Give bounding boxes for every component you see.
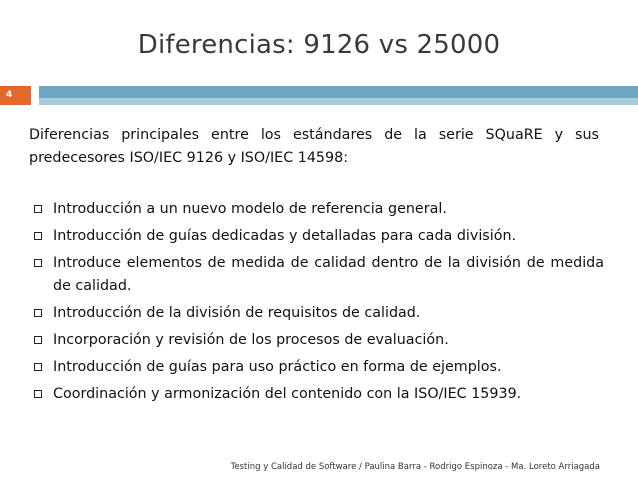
checkbox-square-icon <box>34 336 42 344</box>
bullet-text: Introduce elementos de medida de calidad dentro de la división de medida de calidad. <box>53 255 604 294</box>
bullet-text: Coordinación y armonización del contenido con la ISO/IEC 15939. <box>53 386 522 402</box>
bullet-list <box>32 198 604 410</box>
bullet-text: Introducción de guías dedicadas y detalladas para cada división. <box>53 228 517 244</box>
checkbox-square-icon <box>34 232 42 240</box>
bullet-text: Introducción a un nuevo modelo de referencia general. <box>53 201 447 217</box>
bullet-text: Incorporación y revisión de los procesos de evaluación. <box>53 332 449 348</box>
bullet-item <box>32 198 604 221</box>
header-stripe <box>39 86 638 98</box>
checkbox-square-icon <box>34 390 42 398</box>
header-stripe-light <box>39 98 638 105</box>
bullet-item <box>32 356 604 379</box>
bullet-text: Introducción de la división de requisitos de calidad. <box>53 305 421 321</box>
checkbox-square-icon <box>34 205 42 213</box>
bullet-item <box>32 252 604 298</box>
slide-number: 4 <box>0 86 31 105</box>
slide-title: Diferencias: 9126 vs 25000 <box>137 30 501 60</box>
bullet-item <box>32 302 604 325</box>
bullet-text: Introducción de guías para uso práctico en forma de ejemplos. <box>53 359 502 375</box>
checkbox-square-icon <box>34 363 42 371</box>
footer-credits: Testing y Calidad de Software / Paulina Barra - Rodrigo Espinoza - Ma. Loreto Arriagada <box>230 462 600 472</box>
bullet-item <box>32 225 604 248</box>
checkbox-square-icon <box>34 259 42 267</box>
bullet-item <box>32 329 604 352</box>
checkbox-square-icon <box>34 309 42 317</box>
bullet-item <box>32 383 604 406</box>
header-rule <box>0 86 638 105</box>
intro-paragraph: Diferencias principales entre los estándares de la serie SQuaRE y sus predecesores ISO/IEC 9126 y ISO/IEC 14598: <box>29 127 599 166</box>
